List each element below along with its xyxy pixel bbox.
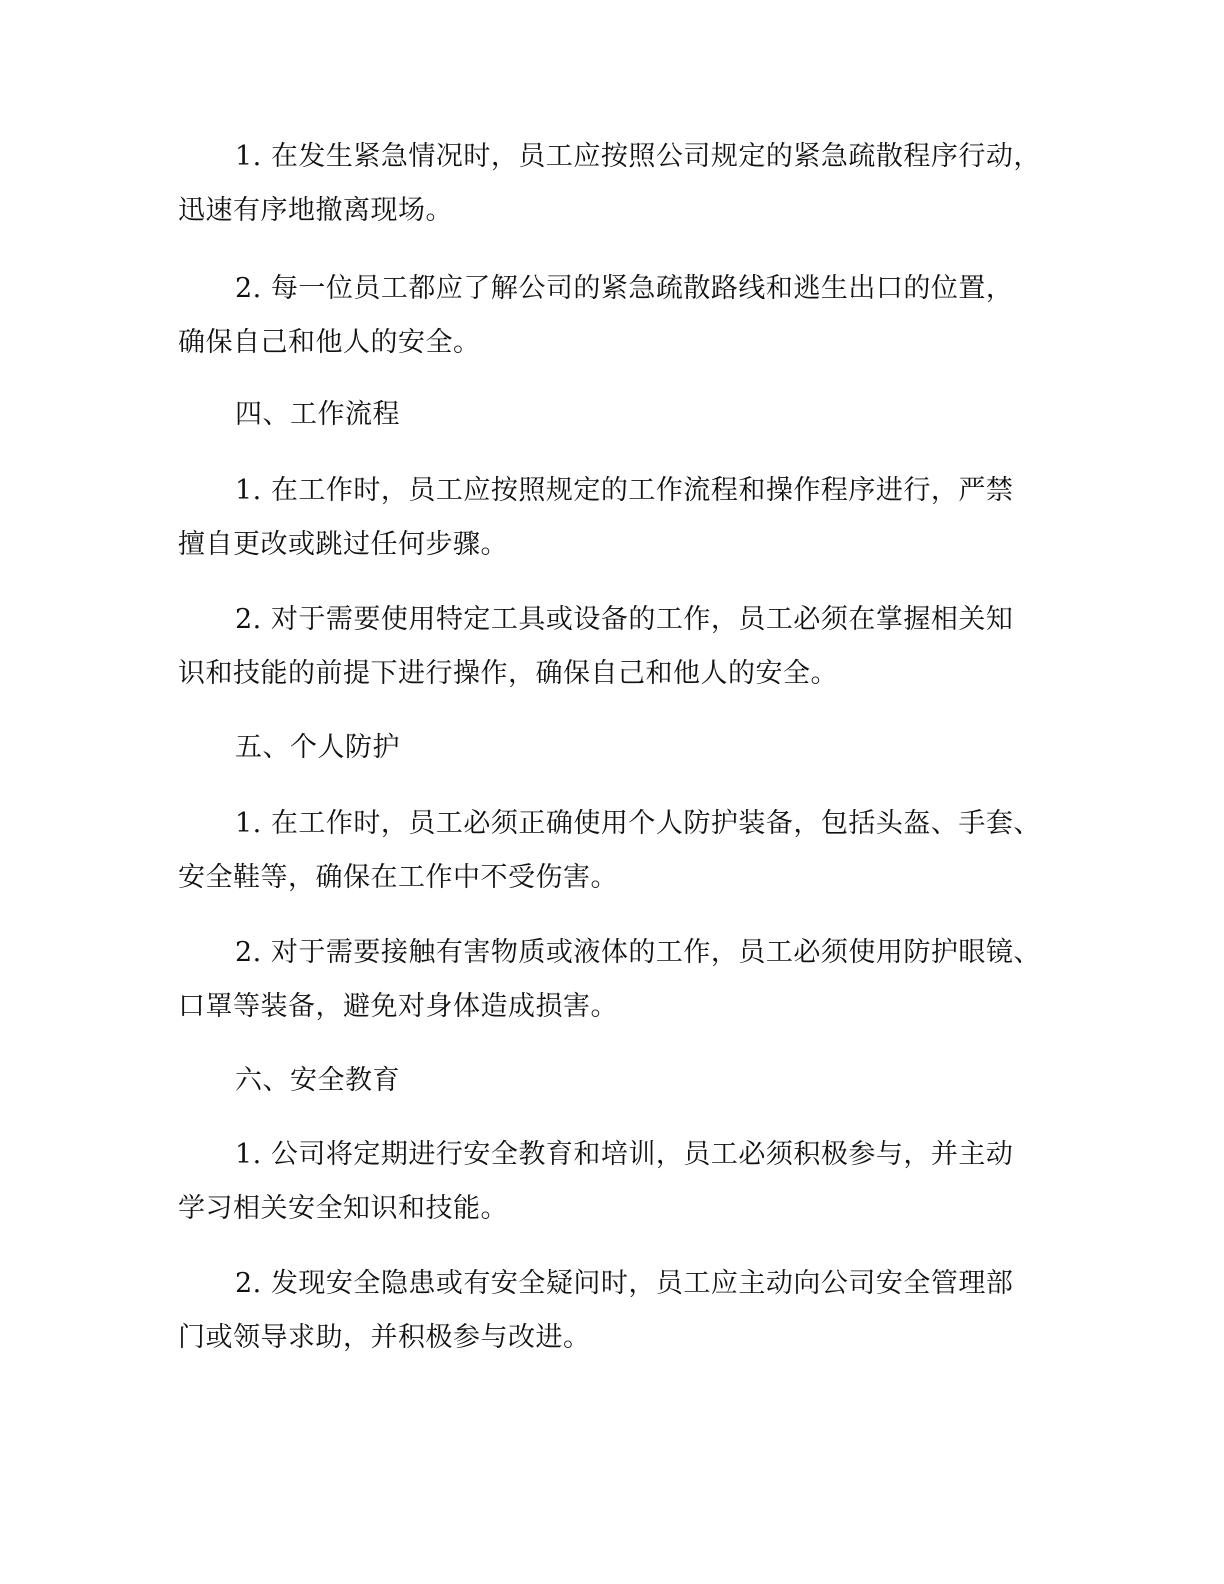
paragraph-workflow-1: [178, 464, 1078, 572]
paragraph-evacuation-2: [178, 262, 1078, 370]
paragraph-line: 1. 在工作时，员工必须正确使用个人防护装备，包括头盔、手套、: [235, 808, 1041, 839]
section-heading-workflow: [178, 388, 1078, 442]
paragraph-line: 2. 对于需要接触有害物质或液体的工作，员工必须使用防护眼镜、: [235, 937, 1041, 968]
paragraph-line: 2. 每一位员工都应了解公司的紧急疏散路线和逃生出口的位置，: [235, 273, 1014, 304]
paragraph-education-2: [178, 1257, 1078, 1365]
paragraph-protection-2: [178, 926, 1078, 1034]
paragraph-line: 迅速有序地撤离现场。: [178, 195, 453, 226]
section-heading: 五、个人防护: [235, 732, 400, 763]
paragraph-workflow-2: [178, 593, 1078, 701]
paragraph-line: 门或领导求助，并积极参与改进。: [178, 1322, 591, 1353]
paragraph-education-1: [178, 1128, 1078, 1236]
paragraph-evacuation-1: [178, 130, 1078, 238]
paragraph-line: 学习相关安全知识和技能。: [178, 1193, 508, 1224]
paragraph-line: 2. 发现安全隐患或有安全疑问时，员工应主动向公司安全管理部: [235, 1268, 1014, 1299]
paragraph-line: 安全鞋等，确保在工作中不受伤害。: [178, 862, 618, 893]
paragraph-line: 确保自己和他人的安全。: [178, 327, 481, 358]
paragraph-line: 1. 在工作时，员工应按照规定的工作流程和操作程序进行，严禁: [235, 475, 1014, 506]
section-heading: 四、工作流程: [235, 399, 400, 430]
section-heading-protection: [178, 721, 1078, 775]
paragraph-line: 2. 对于需要使用特定工具或设备的工作，员工必须在掌握相关知: [235, 604, 1014, 635]
paragraph-line: 口罩等装备，避免对身体造成损害。: [178, 991, 618, 1022]
paragraph-line: 擅自更改或跳过任何步骤。: [178, 529, 508, 560]
section-heading-education: [178, 1054, 1078, 1108]
paragraph-line: 识和技能的前提下进行操作，确保自己和他人的安全。: [178, 658, 838, 689]
paragraph-line: 1. 公司将定期进行安全教育和培训，员工必须积极参与，并主动: [235, 1139, 1014, 1170]
paragraph-protection-1: [178, 797, 1078, 905]
section-heading: 六、安全教育: [235, 1065, 400, 1096]
paragraph-line: 1. 在发生紧急情况时，员工应按照公司规定的紧急疏散程序行动，: [235, 141, 1041, 172]
